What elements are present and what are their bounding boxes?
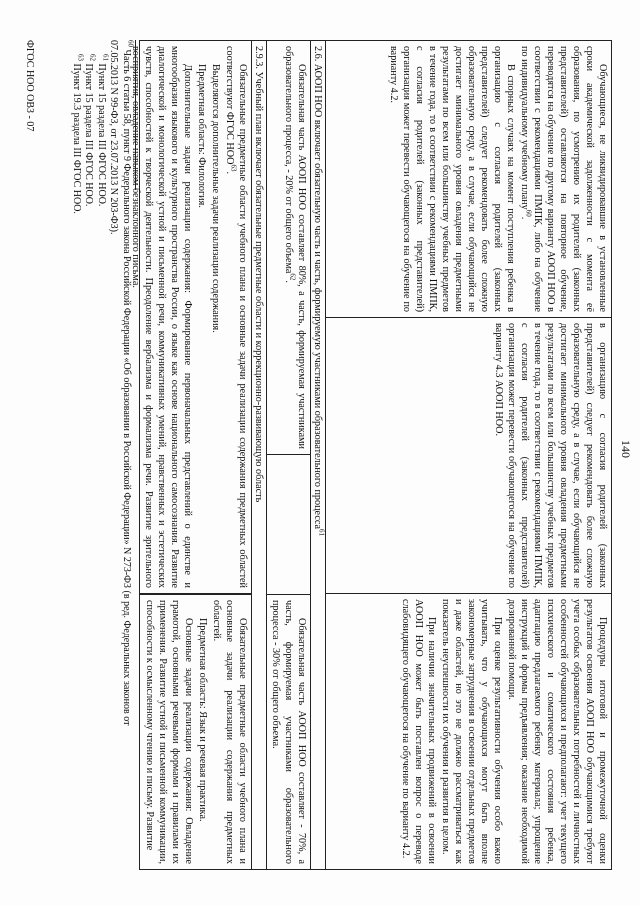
footnote-item (107, 40, 120, 870)
row1-col2 (326, 318, 611, 594)
page-footer: ФГОС НОО ОВЗ - 07 (24, 40, 35, 132)
table-row (252, 41, 267, 869)
comparison-table (130, 40, 612, 870)
row3-col3-p1: Обязательные предметные области учебного плана и основные задачи реализации содержания предметных областей. (211, 600, 248, 864)
row3-col1-p3: Предметная область: Филология. (196, 64, 207, 208)
footnote-ref: 62 (288, 273, 297, 281)
table-row (311, 41, 326, 869)
footnote-text: Пункт 15 раздела III ФГОС НОО. (96, 63, 107, 207)
footnote-mark: 61 (101, 54, 110, 61)
row1-col1: Обучающиеся, не ликвидировавшие в установленные сроки академической задолженности с момента её образования, по усмотрению их родителей (законных представителей) оставляются на повторное обучение, переводятся на обучение по другому варианту АООП НОО в соответствии с рекомендациями ПМПК, либо на обучение по индивидуальному учебному плану$^{60}$. В спорных случаях на момент поступления ребенка в организацию с согласия родителей (законных представителей) следует рекомендовать более сложную образовательную среду, а в случае, если обучающийся не достигает минимального уровня овладения предметными результатами по всем или большинству учебных предметов в течение года, то в соответствии с рекомендациями ПМПК, с согласия родителей (законных представителей) организация может перевести обучающегося на обучение по варианту 4.2. (326, 41, 611, 318)
row2-col1-text: Обязательная часть АООП НОО составляет 80%, а часть, формируемая участниками образовательного процесса, - 20% от общего объема (283, 46, 307, 449)
footnote-text: Часть 6 статьи 58, пункт 9 Федерального закона Российской Федерации «Об образовании в Российской Федерации» N 273-ФЗ (в ред. Федеральных законов от (121, 49, 132, 726)
footnote-divider (135, 40, 136, 190)
footnote-text: 07.05.2013 N 99-ФЗ, от 23.07.2013 N 203-ФЗ). (108, 40, 120, 235)
footnote-mark: 63 (76, 54, 85, 61)
row3-col1-p2: Выделяются дополнительные задачи реализации содержания. (210, 64, 221, 333)
row3-col3-p3: Основные задачи реализации содержания: Овладение грамотой, основными речевыми формами и правилами их применения. Развитие устной и письменной коммуникации, способности к осмысленному чтению и письму. Развитие (144, 600, 194, 864)
row3-col1-p1: Обязательные предметные области учебного плана и основные задачи реализации содержания предметных областей соответствуют ФГОС НОО (224, 46, 248, 588)
page-number: 140 (619, 440, 633, 458)
row3-col3-p2: Предметная область: Язык и речевая практика. (197, 618, 208, 822)
row1-col1-p2: В спорных случаях на момент поступления ребенка в организацию с согласия родителей (законных представителей) следует рекомендовать более сложную образовательную среду, а в случае, если обучающийся не достигает минимального уровня овладения предметными результатами по всем или большинству учебных предметов в течение года, то в соответствии с рекомендациями ПМПК, с согласия родителей (законных представителей) организация может перевести обучающегося на обучение по варианту 4.2. (388, 46, 516, 312)
row1-col2-p1: в организацию с согласия родителей (законных представителей) следует рекомендовать более сложную образовательную среду, а в случае, если обучающийся не достигает минимального уровня овладения предметными результатами по всем или большинству учебных предметов в течение года, то в соответствии с рекомендациями ПМПК, с согласия родителей (законных представителей) организация может перевести обучающегося на обучение по варианту 4.3 АООП НОО. (493, 323, 608, 588)
footnote-mark: 60 (126, 40, 135, 47)
row3-col3 (140, 594, 251, 869)
row2-col3-text: Обязательная часть АООП НОО составляет - 70%, а часть, формируемая участниками образовательного процесса - 30% от общего объема. (270, 600, 307, 864)
footnote-item (82, 40, 95, 870)
footnote-text: Пункт 15 раздела III ФГОС НОО. (83, 63, 95, 207)
row2-col1: Обязательная часть АООП НОО составляет 80%, а часть, формируемая участниками образовательного процесса, - 20% от общего объема$^{62}$. (267, 41, 310, 455)
table-row (267, 41, 311, 869)
table-row (326, 41, 611, 869)
table-row (130, 41, 252, 869)
footnotes (70, 40, 133, 870)
row2-col3 (267, 594, 310, 869)
row3-title (252, 41, 266, 869)
row2-title-text: 2.6. АООП НОО включает обязательную часть и часть, формируемую участниками образовательного процесса (312, 46, 323, 530)
footnote-mark: 62 (88, 54, 97, 61)
row1-col3-p2: При оценке результативности обучения особо важно учитывать, что у обучающихся могут быть вполне закономерные затруднения в освоении отдельных предметов и даже областей, но это не должно рассматриваться как показатель неуспешности их обучения и развития в целом. (440, 599, 503, 864)
row2-title (311, 41, 325, 869)
row1-col3-p1: Процедуры итоговой и промежуточной оценки результатов освоения АООП НОО обучающимися требуют учета особых образовательных потребностей и личностных особенностей обучающихся и предполагают: учет текущего психического и соматического состояния ребенка, адаптацию предлагаемого ребенку материала; упрощение инструкций и формы предъявления; оказание необходимой дозированной помощи. (506, 599, 608, 864)
row3-col1: Обязательные предметные области учебного плана и основные задачи реализации содержания предметных областей соответствуют ФГОС НОО$^{63}$. Выделяются дополнительные задачи реализации содержания. Предметная область: Филология. Дополнительные задачи реализации содержания: Формирование первоначальных представлений о единстве и многообразии языкового и культурного пространства России, о языке как основе национального самосознания. Развитие диалогической и монологической устной и письменной речи, коммуникативных умений, нравственных и эстетических чувств, способностей к творческой деятельности. Преодоление вербализма и формализма речи. Развитие зрительного восприятия, овладение навыком безнаклонного письма. (140, 41, 251, 594)
footnote-ref: 60 (524, 209, 533, 217)
footnote-ref: 63 (229, 164, 238, 172)
footnote-item (70, 40, 83, 870)
footnote-ref: 61 (317, 529, 326, 537)
footnote-item (95, 40, 108, 870)
row1-col1-p1: Обучающиеся, не ликвидировавшие в установленные сроки академической задолженности с момента её образования, по усмотрению их родителей (законных представителей) оставляются на повторное обучение, переводятся на обучение по другому варианту АООП НОО в соответствии с рекомендациями ПМПК, либо на обучение по индивидуальному учебному плану (519, 46, 608, 312)
footnote-text: Пункт 19.3 раздела III ФГОС НОО. (71, 63, 82, 214)
row3-title-text: 2.9.3. Учебный план включает обязательные предметные области и коррекционно-развивающую область (253, 46, 264, 503)
row3-col1-p4: Дополнительные задачи реализации содержания: Формирование первоначальных представлений о единстве и многообразии языкового и культурного пространства России, о языке как основе национального самосознания. Развитие диалогической и монологической устной и письменной речи, коммуникативных умений, нравственных и эстетических чувств, способностей к творческой деятельности. Преодоление вербализма и формализма речи. Развитие зрительного восприятия, овладение навыком безнаклонного письма. (130, 46, 193, 588)
footnote-item (120, 40, 133, 870)
row1-col3 (326, 594, 611, 869)
row1-col3-p3: При наличии значительных продвижений в освоении АООП НОО может быть поставлен вопрос о переводе слабовидящего обучающегося на обучение по варианту 4.2. (400, 599, 437, 864)
